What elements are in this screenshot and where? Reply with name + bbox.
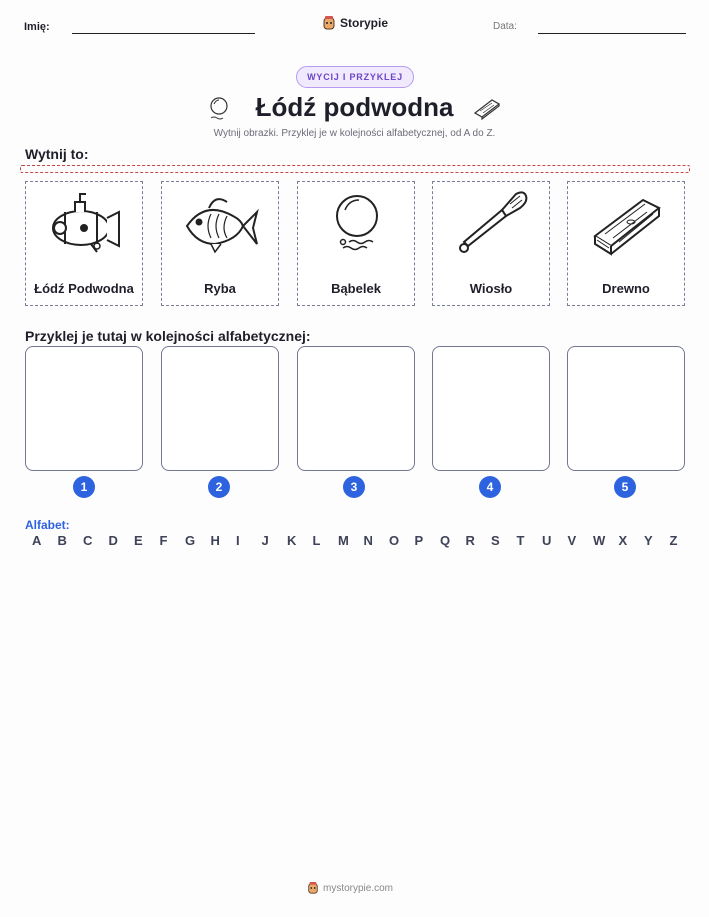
paste-slot-5[interactable] [567,346,685,471]
card-label: Drewno [602,281,650,296]
alphabet-letter: Y [644,533,653,548]
slot-number-badge: 3 [343,476,365,498]
footer-url: mystorypie.com [323,882,394,894]
alphabet-letter: R [465,533,475,548]
cut-line [20,165,690,173]
alphabet-letter: W [593,533,606,548]
alphabet-letter: F [159,533,168,548]
cutout-card-paddle[interactable] [432,181,550,306]
cutout-card-submarine[interactable] [25,181,143,306]
cutout-card-fish[interactable] [161,181,279,306]
bubble-icon [317,188,397,258]
alphabet-letter: Q [440,533,451,548]
card-label: Ryba [204,281,236,296]
alphabet-letter: E [134,533,143,548]
slot-number-badge: 4 [479,476,501,498]
page-footer [307,880,393,896]
alphabet-letter: O [389,533,400,548]
worksheet-header [0,14,709,40]
brand-logo [322,14,388,32]
alphabet-letter: D [108,533,118,548]
alphabet-letter: V [567,533,577,548]
alphabet-letter: S [491,533,500,548]
alphabet-letter: K [287,533,297,548]
alphabet-strip [25,533,685,551]
wood-plank-icon [472,96,502,120]
card-label: Bąbelek [331,281,381,296]
paste-slot-2[interactable] [161,346,279,471]
slot-number-badge: 2 [208,476,230,498]
slot-number-badge: 1 [73,476,95,498]
cutout-card-wood[interactable] [567,181,685,306]
alphabet-letter: Z [669,533,678,548]
paste-slot-4[interactable] [432,346,550,471]
paddle-icon [452,188,532,258]
name-line [72,33,255,34]
card-label: Łódź Podwodna [34,281,134,296]
paste-slot-3[interactable] [297,346,415,471]
brand-name: Storypie [340,16,389,30]
fish-icon [181,188,261,258]
paste-section-label: Przyklej je tutaj w kolejności alfabetycznej: [25,328,311,344]
alphabet-letter: N [363,533,373,548]
storypie-mascot-icon [307,881,319,895]
alphabet-letter: C [83,533,93,548]
card-label: Wiosło [469,281,513,296]
date-line [538,33,686,34]
alphabet-letter: A [32,533,42,548]
cutout-card-bubble[interactable] [297,181,415,306]
slot-number-badge: 5 [614,476,636,498]
instructions: Wytnij obrazki. Przyklej je w kolejności alfabetycznej, od A do Z. [213,128,496,139]
alphabet-letter: U [542,533,552,548]
alphabet-letter: L [312,533,321,548]
alphabet-letter: B [57,533,67,548]
wood-plank-icon [587,188,667,258]
alphabet-letter: X [618,533,628,548]
cut-section-label: Wytnij to: [25,146,89,162]
alphabet-letter: I [236,533,240,548]
alphabet-letter: P [414,533,424,548]
alphabet-letter: G [185,533,196,548]
alphabet-letter: H [210,533,220,548]
alphabet-letter: M [338,533,349,548]
alphabet-letter: T [516,533,525,548]
alphabet-label: Alfabet: [25,518,70,532]
page-title: Łódź podwodna [255,92,454,122]
date-label: Data: [493,21,517,32]
paste-slot-1[interactable] [25,346,143,471]
submarine-icon [45,188,125,258]
title-row [0,92,709,128]
alphabet-letter: J [261,533,269,548]
name-label: Imię: [24,21,50,33]
activity-badge: WYCIJ I PRZYKLEJ [296,66,414,88]
storypie-mascot-icon [322,15,336,31]
